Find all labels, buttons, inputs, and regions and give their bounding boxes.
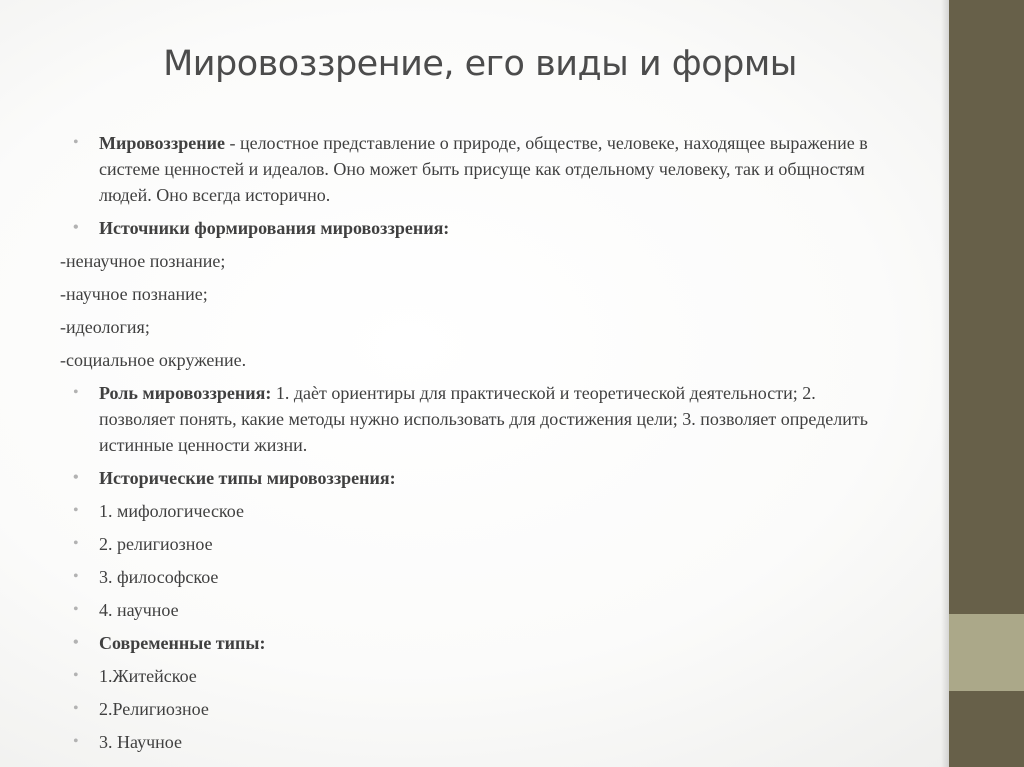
bullet-historical-item: • 4. научное: [0, 597, 940, 623]
bullet-historical-heading: • Исторические типы мировоззрения:: [0, 465, 940, 491]
source-item: -ненаучное познание;: [60, 251, 226, 271]
role-text: 1. даѐт ориентиры для практической и теоретической деятельности; 2. позволяет понять, какие методы нужно использовать для достижения цели; 3. позволяет определить истинные ценности жизни.: [99, 383, 868, 455]
slide-title: Мировоззрение, его виды и формы: [163, 44, 797, 84]
bullet-definition: [0, 130, 940, 208]
source-item: -идеология;: [60, 317, 150, 337]
bullet-role: [0, 380, 940, 458]
slide-content: [0, 130, 940, 762]
role-term: Роль мировоззрения:: [99, 383, 272, 403]
slide-edge-shadow: [941, 0, 949, 767]
bullet-historical-item: • 1. мифологическое: [0, 498, 940, 524]
definition-term: Мировоззрение: [99, 133, 225, 153]
bullet-modern-heading: • Современные типы:: [0, 630, 940, 656]
bullet-modern-item: • 2.Религиозное: [0, 696, 940, 722]
side-bar-accent: [949, 614, 1024, 691]
bullet-modern-item: • 1.Житейское: [0, 663, 940, 689]
bullet-historical-item: • 3. философское: [0, 564, 940, 590]
bullet-sources-heading: • Источники формирования мировоззрения:: [0, 215, 940, 241]
source-item: -научное познание;: [60, 284, 208, 304]
bullet-historical-item: • 2. религиозное: [0, 531, 940, 557]
bullet-modern-item: • 3. Научное: [0, 729, 940, 755]
source-item: -социальное окружение.: [60, 350, 247, 370]
definition-text: - целостное представление о природе, обществе, человеке, находящее выражение в системе ценностей и идеалов. Оно может быть присуще как отдельному человеку, так и общностям людей. Оно всегда исторично.: [99, 133, 868, 205]
